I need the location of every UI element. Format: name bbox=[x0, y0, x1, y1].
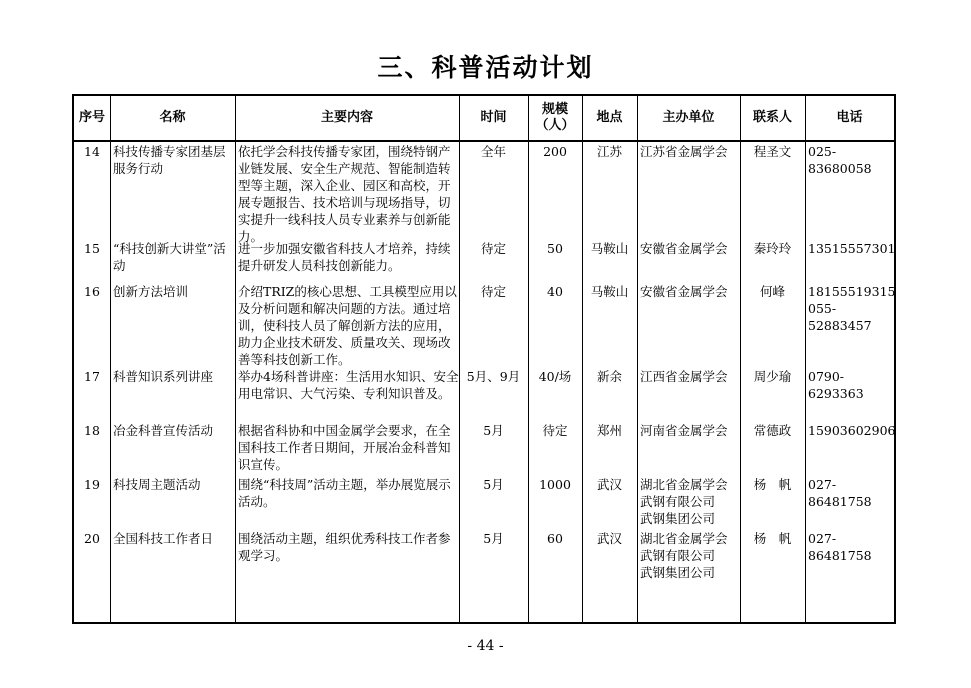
row-scale: 待定 bbox=[542, 423, 568, 438]
header-content: 主要内容 bbox=[320, 110, 373, 125]
row-phone: 13515557301 bbox=[808, 241, 896, 256]
row-scale: 60 bbox=[547, 531, 563, 546]
row-content: 介绍TRIZ的核心思想、工具模型应用以及分析问题和解决问题的方法。通过培训，使科技人员了解创新方法的应用，助力企业技术研发、质量攻关、现场改善等科技创新工作。 bbox=[238, 284, 457, 367]
row-scale: 40/场 bbox=[538, 369, 572, 384]
row-time: 全年 bbox=[480, 144, 506, 159]
row-name: 科技周主题活动 bbox=[113, 477, 201, 492]
row-name: 全国科技工作者日 bbox=[113, 531, 214, 546]
header-place: 地点 bbox=[596, 110, 623, 125]
row-seq: 16 bbox=[84, 284, 100, 299]
row-name: 创新方法培训 bbox=[113, 284, 189, 299]
header-phone: 电话 bbox=[836, 110, 863, 125]
page-title: 三、科普活动计划 bbox=[377, 53, 594, 82]
row-seq: 19 bbox=[84, 477, 100, 492]
row-organizer: 安徽省金属学会 bbox=[640, 284, 728, 299]
row-place: 马鞍山 bbox=[590, 284, 629, 299]
row-organizer: 江西省金属学会 bbox=[640, 369, 728, 384]
header-contact: 联系人 bbox=[752, 110, 792, 125]
row-seq: 15 bbox=[84, 241, 100, 256]
row-phone: 15903602906 bbox=[808, 423, 896, 438]
row-place: 武汉 bbox=[596, 477, 622, 492]
row-seq: 18 bbox=[84, 423, 100, 438]
row-phone: 027-86481758 bbox=[808, 531, 872, 563]
header-divider bbox=[74, 140, 894, 142]
row-phone: 0790-6293363 bbox=[808, 369, 864, 401]
row-scale: 200 bbox=[543, 144, 567, 159]
row-place: 马鞍山 bbox=[590, 241, 629, 256]
row-organizer: 湖北省金属学会 武钢有限公司 武钢集团公司 bbox=[640, 477, 728, 526]
row-time: 5月 bbox=[483, 477, 504, 492]
header-time: 时间 bbox=[480, 110, 507, 125]
header-name: 名称 bbox=[159, 110, 186, 125]
row-content: 根据省科协和中国金属学会要求，在全国科技工作者日期间，开展冶金科普知识宣传。 bbox=[238, 423, 451, 472]
header-scale: 规模 （人） bbox=[535, 102, 575, 133]
page-number: - 44 - bbox=[467, 638, 504, 654]
row-contact: 何峰 bbox=[759, 284, 785, 299]
row-time: 待定 bbox=[480, 284, 506, 299]
header-seq: 序号 bbox=[78, 110, 105, 125]
row-content: 围绕活动主题，组织优秀科技工作者参观学习。 bbox=[238, 531, 451, 563]
row-time: 5月 bbox=[483, 423, 504, 438]
row-place: 武汉 bbox=[596, 531, 622, 546]
row-time: 5月 bbox=[483, 531, 504, 546]
row-name: 科技传播专家团基层服务行动 bbox=[113, 144, 226, 176]
row-contact: 秦玲玲 bbox=[753, 241, 792, 256]
row-phone: 18155519315 055-52883457 bbox=[808, 284, 896, 333]
row-contact: 杨 帆 bbox=[753, 477, 792, 492]
row-content: 围绕“科技周”活动主题，举办展览展示活动。 bbox=[238, 477, 451, 509]
row-time: 5月、9月 bbox=[466, 369, 521, 384]
row-organizer: 江苏省金属学会 bbox=[640, 144, 728, 159]
row-name: “科技创新大讲堂”活动 bbox=[113, 241, 226, 273]
row-name: 科普知识系列讲座 bbox=[113, 369, 214, 384]
row-scale: 40 bbox=[547, 284, 563, 299]
row-seq: 20 bbox=[84, 531, 100, 546]
activity-plan-table bbox=[72, 94, 896, 624]
row-organizer: 安徽省金属学会 bbox=[640, 241, 728, 256]
row-phone: 025-83680058 bbox=[808, 144, 872, 176]
row-place: 江苏 bbox=[596, 144, 622, 159]
row-seq: 14 bbox=[84, 144, 100, 159]
row-content: 依托学会科技传播专家团，围绕特钢产业链发展、安全生产规范、智能制造转型等主题，深入企业、园区和高校，开展专题报告、技术培训与现场指导，切实提升一线科技人员专业素养与创新能力。 bbox=[238, 144, 451, 244]
row-organizer: 河南省金属学会 bbox=[640, 423, 728, 438]
row-organizer: 湖北省金属学会 武钢有限公司 武钢集团公司 bbox=[640, 531, 728, 580]
header-organizer: 主办单位 bbox=[662, 110, 715, 125]
row-time: 待定 bbox=[480, 241, 506, 256]
row-content: 进一步加强安徽省科技人才培养，持续提升研发人员科技创新能力。 bbox=[238, 241, 451, 273]
row-place: 新余 bbox=[596, 369, 622, 384]
row-scale: 50 bbox=[547, 241, 563, 256]
row-contact: 常德政 bbox=[753, 423, 792, 438]
row-name: 冶金科普宣传活动 bbox=[113, 423, 214, 438]
row-content: 举办4场科普讲座：生活用水知识、安全用电常识、大气污染、专利知识普及。 bbox=[238, 369, 459, 401]
row-scale: 1000 bbox=[539, 477, 571, 492]
row-contact: 程圣文 bbox=[753, 144, 792, 159]
row-place: 郑州 bbox=[596, 423, 622, 438]
row-seq: 17 bbox=[84, 369, 100, 384]
row-contact: 杨 帆 bbox=[753, 531, 792, 546]
row-contact: 周少瑜 bbox=[753, 369, 792, 384]
row-phone: 027-86481758 bbox=[808, 477, 872, 509]
